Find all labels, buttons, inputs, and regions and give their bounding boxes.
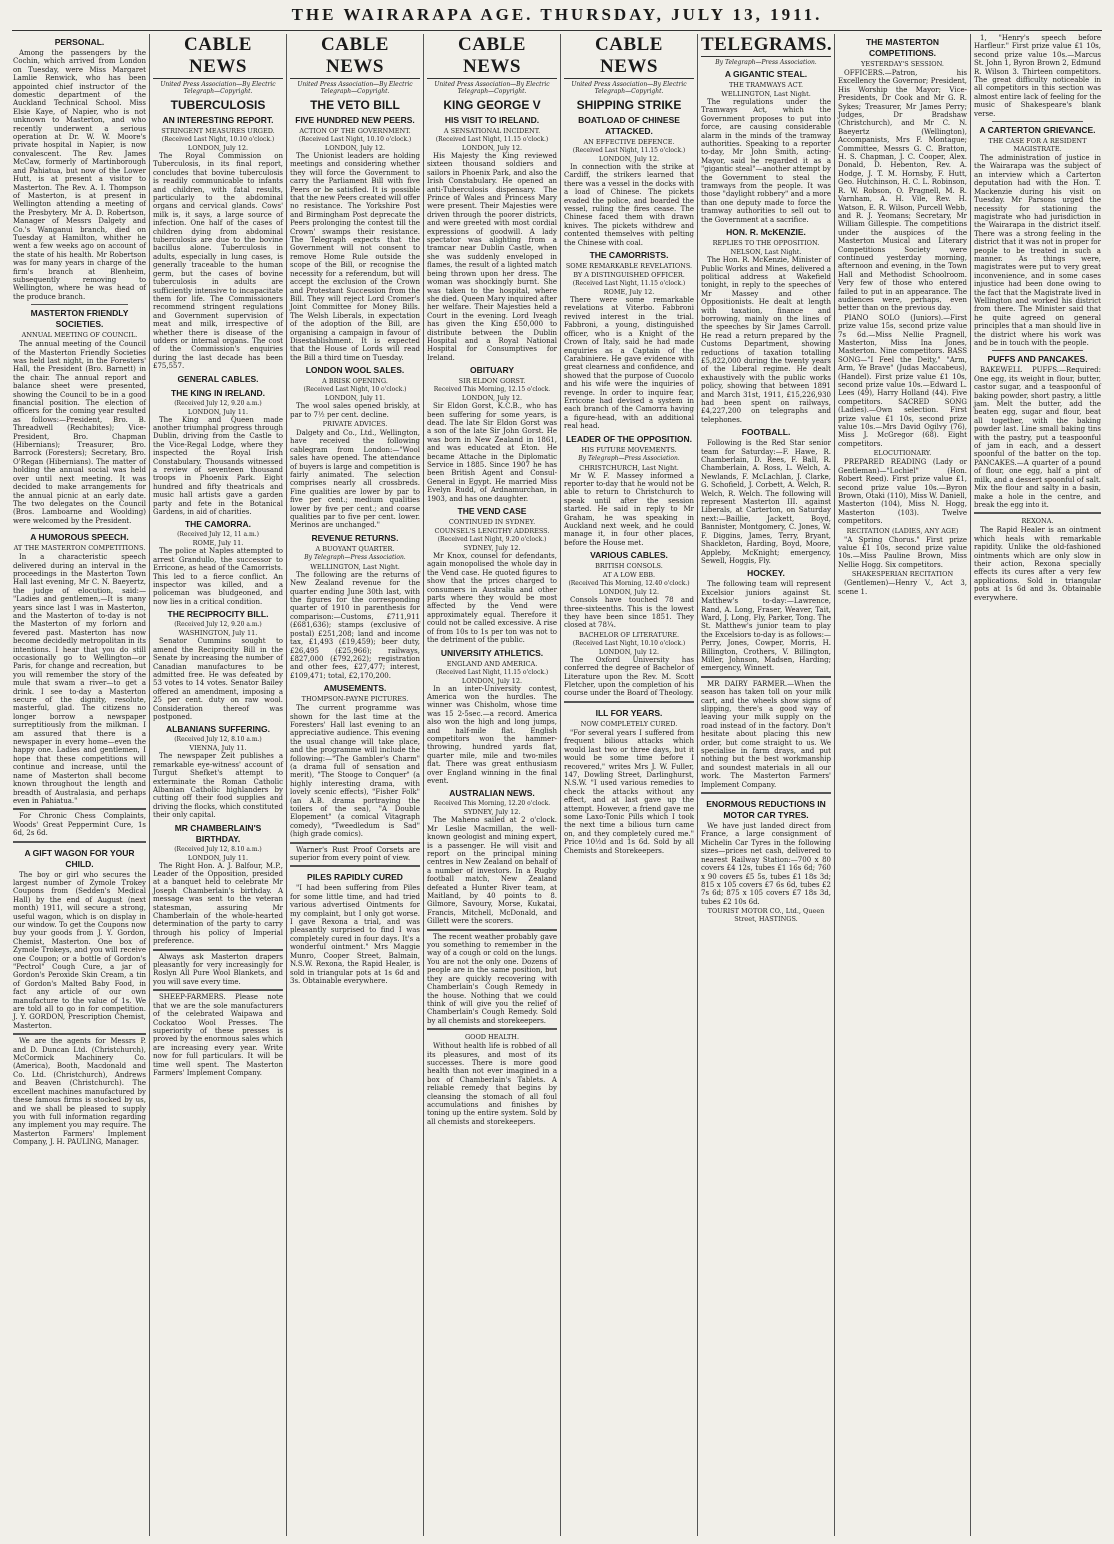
- dateline: SYDNEY, July 12.: [463, 544, 521, 553]
- cough-ad-text: The recent weather probably gave you something to remember in the way of a cough or cold on the lungs. You are not the only one. Dozens of people are in the same position, but they are quickly recovering with Chamberlain's Cough Remedy in the house. Nothing that we could think of will give you the relief of Chamberlain's Cough Remedy. Sold by all chemists and storekeepers.: [427, 932, 557, 1025]
- dateline: NELSON, Last Night.: [730, 248, 802, 257]
- ill-for-years-heading: ILL FOR YEARS.: [595, 707, 663, 718]
- good-health-text: Without health life is robbed of all its pleasures, and most of its successes. There is more good health than not ever imagined in a box of Chamberlain's Tablets. A reliable remedy that begins by cleansing the stomach of all foul accumulations and finishes by toning up the entire system. Sold by all chemists and storekeepers.: [427, 1042, 557, 1126]
- gigantic-steal-heading: A GIGANTIC STEAL.: [724, 69, 808, 79]
- mckenzie-text: The Hon. R. McKenzie, Minister of Public Works and Mines, delivered a political address at Wakefield tonight, in reply to the speeches of Mr Massey and other Oppositionists. He dealt at length with taxation, finance and borrowing, mainly on the lines of the speeches by Sir James Carroll. He read a return prepared by the Customs Department, showing reductions of taxation totalling £5,822,000 during the twenty years of the Liberal regime. He dealt exhaustively with the public works policy, showing that between 1891 and March 31st, 1911, £15,226,930 had been spent on railways, £4,227,200 on telegraphs and telephones.: [701, 256, 831, 424]
- puffs-heading: PUFFS AND PANCAKES.: [987, 354, 1088, 365]
- ill-for-years-text: "For several years I suffered from frequent bilious attacks which would last two or three days, but it would be some time before I recovered," writes Mrs J. W. Fuller, 147, Dowling Street, Darlinghurst, N.S.W. "I used various remedies to check the attacks without any effect, and at last gave up the attempt. However, a friend gave me some Laxo-Tonic Pills which I took the next time a bilious turn came on, and they completely cured me." Price 10½d and 1s 6d. Sold by all Chemists and Storekeepers.: [564, 728, 694, 855]
- camorrists-subheading: SOME REMARKABLE REVELATIONS.: [565, 262, 693, 271]
- obituary-text: Sir Eldon Gorst, K.C.B., who has been suffering for some years, is dead. The late Sir Eldon Gorst was a son of the late Sir John Gorst. He was born in New Zealand in 1861, and was educated at Eton. He became Attache in the Diplomatic Service in 1885. Since 1907 he has been British Agent and Consul-General in Egypt. He married Miss Evelyn Rudd, of Ardnamurchan, in 1903, and has one daughter.: [427, 402, 557, 503]
- bachelor-heading: BACHELOR OF LITERATURE.: [578, 630, 680, 639]
- dateline: LONDON, July 12.: [598, 647, 660, 656]
- private-advices-heading: PRIVATE ADVICES.: [322, 419, 388, 428]
- dateline: LONDON, July 11.: [324, 394, 386, 403]
- advertisement: [290, 842, 420, 863]
- australian-news-heading: AUSTRALIAN NEWS.: [449, 788, 535, 799]
- advertisement: [427, 1028, 557, 1126]
- opposition-leader-subheading: HIS FUTURE MOVEMENTS.: [581, 445, 677, 454]
- piles-heading: PILES RAPIDLY CURED: [307, 872, 403, 883]
- mckenzie-subheading: REPLIES TO THE OPPOSITION.: [712, 239, 820, 248]
- gigantic-steal-text: The regulations under the Tramways Act, which the Government proposes to put into force, are causing considerable alarm in the minds of the tramway authorities. Speaking to a reporter to-day, Mr John Smith, acting-Mayor, said he regarded it as a "gigantic steal"—another attempt by the Government to steal the tramways from the people. It was those "daylight robbery" and a more than one deputy made to force the tramway authorities to sell out to the Government at a sacrifice.: [701, 98, 831, 224]
- king-george-text: His Majesty the King reviewed sixteen thousand soldiers and sailors in Phoenix Park, and also the Irish Constabulary. He opened an anti-Tuberculosis dispensary. The Prince of Wales and Princess Mary were present. Their Majesties were driven through the poorer districts, and were greeted with most cordial expressions of goodwill. A lady spectator was alighting from a tramcar near Dublin Castle, when she was suddenly enveloped in flames, the result of a lighted match being thrown upon her dress. The woman was shockingly burnt. She was taken to the hospital, where she died. Queen Mary inquired after her welfare. Their Majesties held a Court in the evening. Lord Iveagh has given the King £50,000 to distribute between the Dublin Hospital and a Royal National Hospital for Consumptives for Ireland.: [427, 152, 557, 362]
- competitions-heading: THE MASTERTON COMPETITIONS.: [865, 37, 940, 58]
- ill-for-years-subheading: NOW COMPLETELY CURED.: [580, 719, 678, 728]
- advertisement: [974, 512, 1101, 602]
- tuberculosis-text: The Royal Commission on Tuberculosis, in its final report, concludes that bovine tuberculosis is readily communicable to infants and children, with fatal results, particularly to the abdominal organs and cervical glands. Cows' milk is, it says, a large source of infection. One half of the cases of children dying from abdominal tuberculosis are due to the bovine bacillus alone. Tuberculosis in adults, especially in lung cases, is generally traceable to the human germ, but the cases of bovine tuberculosis in adults are sufficiently intensive to incapacitate them for life. The Commissioners recommend stringent regulations and Government supervision of meat and milk, irrespective of whether there is disease of the udders or internal organs. The cost of the Commission's enquiries during the last decade has been £75,557.: [153, 152, 283, 371]
- received-line: Received This Morning, 12.20 o'clock.: [433, 800, 551, 808]
- dateline: ROME, July 11.: [192, 539, 244, 548]
- veto-bill-text: The Unionist leaders are holding meetings and considering whether they will force the Government to carry the Parliament Bill with five Peers or be satisfied. It is possible that the new Peers created will offer no resistance. The Yorkshire Post and Birmingham Post deprecate the Peers prolonging the contest till the Crown' swamps their resistance. The Telegraph expects that the Government will not consent to remove Home Rule outside the scope of the Bill, or recognise the necessity for a referendum, but will accept the exclusion of the Crown and Protestant Succession from the Bill. They will reject Lord Cromer's Joint Committee for Money Bills. The Welsh Liberals, in expectation of the adoption of the Bill, are organising a campaign in favour of Disestablishment. It is expected that the House of Lords will read the Bill a third time on Tuesday.: [290, 152, 420, 362]
- dateline: LONDON, July 12.: [461, 676, 523, 685]
- divider: [31, 528, 128, 529]
- king-george-subheading: HIS VISIT TO IRELAND.: [444, 115, 540, 125]
- good-health-heading: GOOD HEALTH.: [464, 1033, 520, 1042]
- king-ireland-heading: THE KING IN IRELAND.: [171, 387, 265, 398]
- divider: [992, 350, 1083, 351]
- amusements-subheading: THOMPSON-PAYNE PICTURES.: [301, 695, 409, 704]
- received-line: (Received Last Night, 9.20 o'clock.): [437, 536, 547, 544]
- puffs-text: BAKEWELL PUFFS.—Required: One egg, its weight in flour, butter, castor sugar, and a teaspoonful of baking powder, short pastry, a little jam. Melt the butter, add the beaten egg, sugar and flour, beat all together, with the baking powder last. Line small baking tins with the pastry, put a teaspoonful of jam in each, and a dessert spoonful of the batter on the top. PANCAKES.—A quarter of a pound of flour, one egg, half a pint of milk, and a dessert spoonful of salt. Mix the flour and salty in a basin, make a hole in the centre, and break the egg into it.: [974, 366, 1101, 509]
- advertisement: [13, 808, 146, 837]
- press-credit: By Telegraph—Press Association.: [578, 454, 680, 462]
- humorous-text: In a characteristic speech delivered during an interval in the proceedings in the Masterton Town Hall last evening, Mr C. N. Baeyertz, the judge of elocution, said:— "Ladies and gentlemen,—It is many years since last I was in Masterton, and the Masterton of to-day is not the Masterton of my forlorn and fevered past. Masterton has now become decidedly metropolitan in its intentions. I hear that you do still occasionally go to Wellington—or Paris, for change and recreation, but you will remember the story of the mule that swam a river—to get a drink. I see to-day a Masterton secure of the dignity, resolute, masterful, glad. The citizens no longer borrow a newspaper surreptitiously from the milkman. I am assured that there is a newspaper in every home—even the happy one. Ladies and gentlemen, I hope that these competitions will continue and increase, until the name of Masterton shall become known throughout the length and breadth of Australasia, and perhaps even in Pahiatua.": [13, 553, 146, 805]
- received-line: (Received July 12, 8.10 a.m.): [174, 736, 262, 744]
- carterton-text: The administration of justice in the Wairarapa was the subject of an interview which a Carterton deputation had with the Hon. T. Mackenzie during his visit on Tuesday. Mr Parsons urged the necessity for stationing the magistrate who had jurisdiction in the Wairarapa in the district itself. There was a strong feeling in the district that it was not in proper for people to be treated in such a manner. As things were, magistrates were put to very great inconvenience, and in some cases injustice had been done owing to the fact that the Magistrate lived in Wellington and worked his district from there. The Minister said that he quite agreed on general principles that a man should live in the district where his work was and be in touch with the people.: [974, 154, 1101, 347]
- shakespearian-heading: SHAKESPERIAN RECITATION: [851, 570, 954, 579]
- advertisement: [427, 929, 557, 1025]
- vend-case-subheading-2: COUNSEL'S LENGTHY ADDRESS.: [434, 527, 550, 536]
- received-line: (Received July 12, 9.20 a.m.): [174, 399, 262, 407]
- opposition-leader-text: Mr W. F. Massey informed a reporter to-day that he would not be able to return to Christchurch to speak until after the session started. He said in reply to Mr Graham, he was speaking in Auckland next week, and he could manage it, in four other places, before the House met.: [564, 471, 694, 547]
- advertisement: [564, 701, 694, 855]
- dateline: SYDNEY, July 12.: [463, 808, 521, 817]
- press-credit: By Telegraph—Press Association.: [304, 553, 406, 561]
- personal-text: Among the passengers by the Cochin, which arrived from London on Tuesday, were Miss Margaret Lamlie Renwick, who has been appointed chief instructor of the domestic department of the Auckland Technical School. Miss Elsie Kaye, of Napier, who is not unknown to Masterton, and who recently underwent a serious operation at Dr. W. W. Moore's private hospital in Napier, is now convalescent. The Rev. James McCaw, formerly of Martinborough and Pahiatua, but now of the Lower Hutt, is at present a visitor to Masterton. The Rev. A. I. Thompson of Masterton, is at present in Wellington attending a meeting of the Presbytery. Mr A. D. Robertson, Manager of Messrs Dalgety and Co.'s Wanganui branch, died on Tuesday at Hamilton, whither he went a few weeks ago on account of the state of his health. Mr Robertson was for many years in charge of the firm's branch at Blenheim, subsequently removing to Wellington, where he was head of the produce branch.: [13, 49, 146, 301]
- veto-bill-subheading: FIVE HUNDRED NEW PEERS.: [295, 115, 415, 125]
- camorrists-text: There were some remarkable revelations at Viterbo. Fabbroni revived interest in the trial. Fabbroni, a young, distinguished officer, who is a Knight of the Crown of Italy, said he had made enquiries as a Captain of the Carabiniere. He gave evidence with great clearness and confidence, and showed that the purpose of Cuocolo and his wife were the inquiries of revenge. In order to inquire fear, Erricone had devised a system in each branch of the Camorra having a figure-head, with an additional real head.: [564, 296, 694, 431]
- dateline: LONDON, July 12.: [461, 144, 523, 152]
- tuberculosis-heading: TUBERCULOSIS: [170, 98, 266, 112]
- divider: [31, 304, 128, 305]
- dateline: LONDON, July 11.: [187, 853, 249, 862]
- king-ireland-text: The King and Queen made another triumphal progress through Dublin, driving from the Castle to the Vice-Regal Lodge, where they inspected the Royal Irish Constabulary. Thousands witnessed a review of seventeen thousand troops in Phoenix Park. Eight hundred and fifty theatricals and music hall artists gave a garden party and fete in the Botanical Gardens, in aid of charities.: [153, 415, 283, 517]
- obituary-subheading: SIR ELDON GORST.: [458, 377, 526, 386]
- friendly-heading: MASTERTON FRIENDLY SOCIETIES.: [30, 308, 129, 330]
- masthead-rule: [12, 30, 1102, 31]
- friendly-subheading: ANNUAL MEETING OF COUNCIL.: [21, 331, 138, 340]
- chamberlain-text: The Right Hon. A. J. Balfour, M.P., Leader of the Opposition, presided at a banquet held to celebrate Mr Joseph Chamberlain's birthday. A message was sent to the veteran statesman, assuring Mr Chamberlain of the whole-hearted determination of the party to carry through his policy of Imperial preference.: [153, 861, 283, 946]
- shakespearian-text: (Gentlemen)—Henry V., Act 3, scene 1.: [838, 579, 967, 596]
- shipping-strike-subheading-2: AN EFFECTIVE DEFENCE.: [583, 138, 675, 146]
- football-text: Following is the Red Star senior team for Saturday:—F. Hawe, R. Chamberlain, D. Rees, F. Ball, R. Chamberlain, A. Ross, L. Welch, A. Newlands, F. McLachlan, J. Clarke, G. Schofield, J. Corbett, A. Welch, R. Welch, R. Welch. The following will represent Masterton III. against Liberals, at Carterton, on Saturday next:—Baillie, Jackett, Boyd, Bannister, Montgomery, C. Jones, W. F. Diggins, James, Terry, Bryant, Shackleton, Harding, Boyd, Moore, Appleby, McKnight; emergency, Sewell, Hoggis, Fly.: [701, 439, 831, 565]
- veto-bill-subheading-2: ACTION OF THE GOVERNMENT.: [299, 127, 411, 135]
- cable-news-credit: United Press Association—By Electric Telegraph—Copyright.: [160, 81, 276, 95]
- telegrams-credit: By Telegraph—Press Association.: [715, 59, 817, 66]
- sheep-farmers-ad-text: SHEEP-FARMERS. Please note that we are the sole manufacturers of the celebrated Waipawa and Cockatoo Wool Presses. The superiority of these presses is proved by the enormous sales which are increasing every year. Write now for full particulars. It will be time well spent. The Masterton Farmers' Implement Company.: [153, 993, 283, 1077]
- wool-sales-subheading: A BRISK OPENING.: [322, 377, 388, 386]
- received-line: Received This Morning, 12.15 o'clock.: [433, 386, 551, 394]
- hockey-heading: HOCKEY.: [747, 568, 785, 579]
- cable-news-credit: United Press Association—By Electric Telegraph—Copyright.: [434, 81, 550, 95]
- general-cables-heading: GENERAL CABLES.: [177, 373, 259, 384]
- received-line: (Received This Morning, 12.40 o'clock.): [568, 580, 690, 588]
- masthead: THE WAIRARAPA AGE. THURSDAY, JULY 13, 1911.: [291, 5, 823, 24]
- shipping-strike-text: In connection with the strike at Cardiff, the strikers learned that there was a vessel in the docks with a load of Chinese. The pickets evaded the police, and boarded the vessel, ruling the fires cease. The Chinese faced them with drawn knives. The pickets withdrew and contented themselves with pelting the Chinese with coal.: [564, 163, 694, 247]
- consols-subheading-2: AT A LOW EBB.: [602, 571, 656, 580]
- football-heading: FOOTBALL.: [741, 427, 791, 438]
- gigantic-steal-subheading: THE TRAMWAYS ACT.: [728, 81, 804, 89]
- column-8: [971, 34, 1104, 1536]
- elocutionary-heading: ELOCUTIONARY.: [873, 449, 932, 458]
- competitions-subheading: YESTERDAY'S SESSION.: [861, 60, 944, 68]
- received-line: (Received Last Night, 11.15 o'clock.): [435, 668, 549, 676]
- gift-wagon-heading: A GIFT WAGON FOR YOUR CHILD.: [24, 847, 135, 869]
- dateline: WELLINGTON, Last Night.: [721, 90, 811, 98]
- revenue-subheading: A BUOYANT QUARTER.: [315, 544, 395, 553]
- tuberculosis-subheading: AN INTERESTING REPORT.: [162, 115, 274, 125]
- amusements-text: The current programme was shown for the last time at the Foresters' Hall last evening to an appreciative audience. This evening the usual change will take place, and the programme will include the following:—"The Gambler's Charm" (a drama full of sensation and merit), "The Stooge to Conquer" (a highly interesting drama, with lovely scenic effects), "Fisher Folk" (an A.B. drama portraying the toilers of the sea), "A Double Elopement" (a comical Vitagraph comedy), "Tweedledum is Sad" (high grade comics).: [290, 704, 420, 839]
- vend-case-heading: THE VEND CASE: [457, 506, 527, 517]
- athletics-subheading: ENGLAND AND AMERICA.: [446, 659, 538, 668]
- received-line: (Received Last Night, 10 o'clock.): [303, 386, 407, 394]
- bachelor-text: The Oxford University has conferred the degree of Bachelor of Literature upon the Rev. M. Scott Fletcher, upon the completion of his course under the Board of Theology.: [564, 655, 694, 698]
- received-line: (Received July 12, 9.20 a.m.): [174, 621, 262, 629]
- dateline: LONDON, July 12.: [598, 155, 660, 163]
- king-george-heading: KING GEORGE V: [443, 98, 541, 112]
- humorous-subheading: AT THE MASTERTON COMPETITIONS.: [13, 544, 146, 553]
- athletics-heading: UNIVERSITY ATHLETICS.: [440, 647, 544, 658]
- camorra-text: The police at Naples attempted to arrest Grandullo, the successor to Erricone, as head of the Camorrists. This led to a fierce conflict. An inspector was killed, and a policeman was bludgeoned, and now lies in a critical condition.: [153, 547, 283, 606]
- advertisement: [701, 792, 831, 923]
- column-4: [424, 34, 561, 1536]
- piles-text: "I had been suffering from Piles for some little time, and had tried various advertised Ointments for my complaint, but I only got worse. I gave Rexona a trial, and was pleasantly surprised to find I was completely cured in four days. It's a wonderful ointment." Mrs Maggie Munro, Cooper Street, Balmain, N.S.W. Rexona, the Rapid Healer, is sold in triangular pots at 1s 6d and 3s. Obtainable everywhere.: [290, 884, 420, 985]
- private-advices-text: Dalgety and Co., Ltd., Wellington, have received the following cablegram from London:—"Wool sales have opened. The attendance of buyers is large and competition is fairly animated. The selection comprises nearly all crossbreds. Fine qualities are lower by par to five per cent.; medium qualities lower by five per cent.; and coarse qualities par to five per cent. lower. Merinos are unchanged.": [290, 428, 420, 530]
- camorra-heading: THE CAMORRA.: [184, 519, 252, 530]
- competitions-text: OFFICERS.—Patron, his Excellency the Governor; President, His Worship the Mayor; Vice-Presidents, Dr Cook and Mr G. R. Sykes; Treasurer, Mr James Perry; Judges, Dr Bradshaw (Christchurch), and Mr C. N. Baeyertz (Wellington), Accompanists, Mrs F. Montague; Committee, Messrs G. C. Bratton, H. S. Chapman, J. C. Cooper, Alex. Donald, D. Hebenton, Rev. A. Hodge, J. T. M. Hornsby, F. Hutt, Geo. Hutchinson, H. C. L. Robinson, R. W. Robson, O. Pragnell, M. R. Varnham, A. H. Vile, Rev. H. Watson, E. R. Wilson, Purcell Webb, and R. J. Yeomans; Secretary, Mr William Gillespie. The competitions under the auspices of the Masterton Musical and Literary Competitions Society were continued yesterday morning, afternoon and evening, in the Town Hall and Methodist Schoolroom. Very few of those who entered failed to put in an appearance. The audiences were, perhaps, even better than on the previous day.: [838, 69, 967, 313]
- received-line: (Received Last Night, 11.15 o'clock.): [572, 147, 686, 154]
- mckenzie-heading: HON. R. McKENZIE.: [726, 227, 806, 238]
- rexona-heading: REXONA.: [1021, 517, 1054, 526]
- carterton-subheading: THE CASE FOR A RESIDENT MAGISTRATE.: [988, 137, 1087, 154]
- veto-bill-heading: THE VETO BILL: [310, 98, 400, 112]
- chess-ad-text: For Chronic Chess Complaints, Woods' Great Peppermint Cure, 1s 6d, 2s 6d.: [13, 812, 146, 838]
- various-cables-heading: VARIOUS CABLES.: [590, 550, 668, 561]
- king-george-subheading-2: A SENSATIONAL INCIDENT.: [443, 127, 541, 135]
- column-7: [835, 34, 971, 1536]
- hockey-text: The following team will represent Excelsior juniors against St. Matthew's to-day:—Lawrence, Rand, A. Long, Fraser, Weaver, Tait, Ward, J. Long, Fly, Parker, Tong. The St. Matthew's junior team to play the Excelsiors to-day is as follows:—Perry, Jones, Cowper, Morris, H. Billington, Crothers, V. Billington, Miller, Johnson, Madsen, Harding; emergency, Winnett.: [701, 580, 831, 673]
- rexona-text: The Rapid Healer is an ointment which heals with remarkable rapidity. Unlike the old-fashioned ointments which are only slow in their action, Rexona specially effects its cures after a very few applications. Sold in triangular pots at 1s 6d and 3s. Obtainable everywhere.: [974, 526, 1101, 602]
- dateline: ROME, July 12.: [603, 288, 655, 297]
- consols-text: Consols have touched 78 and three-sixteenths. This is the lowest they have been since 1851. They closed at 78¼.: [564, 596, 694, 630]
- piano-solo-text: PIANO SOLO (Juniors).—First prize value 15s, second prize value 7s 6d.—Miss Nellie Pragnell, Masterton, Miss Ina Jones, Masterton. Nine competitors. BASS SONG—"I Feel the Deity," "Arm, Arm, Ye Brave" (Judas Maccabeus), (Handel). First prize value £1 10s, second prize value 10s.—Edward L. Lees (49), Harry Holland (44). Five competitors. SACRED SONG (Ladies).—Own selection. First prize value £1 10s, second prize value 10s.—Mrs David Ogilvy (76), Miss J. McGregor (68). Eight competitors.: [838, 313, 967, 448]
- column-1: [10, 34, 150, 1536]
- tourist-motor-signature: TOURIST MOTOR CO., Ltd., Queen Street, HASTINGS.: [707, 907, 825, 924]
- received-line: (Received Last Night, 10.10 o'clock.): [298, 136, 412, 143]
- shipping-strike-heading: SHIPPING STRIKE: [576, 98, 682, 112]
- gift-wagon-text: The boy or girl who secures the largest number of Zymole Trokey Coupons from (Sedden's Medical Hall) by the end of August (next month) 1911, will secure a strong, useful wagon, which is on display in our window. To get the Coupons now buy your goods from J. Y. Gordon, Chemist, Masterton. One box of Zymole Trokeys, and you will receive one Coupon; or a bottle of Gordon's "Pectrol" Cough Cure, a jar of Gordon's Peroxide Skin Cream, a tin of Gordon's Malted Baby Food, in fact any article of our own manufacture to the value of 1s. We are told all to go in for competition. J. Y. GORDON, Prescription Chemist, Masterton.: [13, 870, 146, 1030]
- cable-news-heading: CABLE NEWS: [564, 34, 694, 79]
- vend-case-text: Mr Knox, counsel for defendants, again monopolised the whole day in the Vend case. He quoted figures to show that the prices charged to consumers in Australia and other parts where they would be most affected by the Vend were approximately equal. Therefore it could not be called excessive. A rise of from 10s to 1s per ton was not to the detriment of the public.: [427, 552, 557, 645]
- humorous-heading: A HUMOROUS SPEECH.: [30, 532, 129, 543]
- cable-news-credit: United Press Association—By Electric Telegraph—Copyright.: [571, 81, 687, 95]
- obituary-heading: OBITUARY: [469, 365, 515, 376]
- albanians-text: The newspaper Zeit publishes a remarkable eye-witness' account of Turgut Shefket's attempt to exterminate the Roman Catholic Albanian Catholic highlanders by cutting off their food supplies and driving the flocks, which constituted their only capital.: [153, 752, 283, 820]
- received-line: (Received Last Night, 10.10 o'clock.): [161, 136, 275, 143]
- columns: [10, 34, 1104, 1536]
- column-5: [561, 34, 698, 1536]
- revenue-heading: REVENUE RETURNS.: [311, 532, 399, 543]
- cable-news-heading: CABLE NEWS: [290, 34, 420, 79]
- dateline: WELLINGTON, Last Night.: [310, 562, 400, 571]
- advertisement: [153, 989, 283, 1077]
- albanians-heading: ALBANIANS SUFFERING.: [166, 724, 270, 735]
- shipping-strike-subheading: BOATLOAD OF CHINESE ATTACKED.: [578, 115, 680, 136]
- column-6: [698, 34, 835, 1536]
- recitation-text: "A Spring Chorus." First prize value £1 10s, second prize value 10s.—Miss Pauline Brown, Miss Nellie Hogg. Six competitors.: [838, 535, 967, 569]
- dateline: LONDON, July 11.: [187, 407, 249, 416]
- wool-sales-text: The wool sales opened briskly, at par to 7½ per cent. decline.: [290, 402, 420, 419]
- opposition-leader-heading: LEADER OF THE OPPOSITION.: [565, 433, 693, 444]
- consols-subheading: BRITISH CONSOLS.: [595, 562, 663, 571]
- amusements-heading: AMUSEMENTS.: [323, 683, 387, 694]
- dateline: LONDON, July 12.: [598, 588, 660, 597]
- chamberlain-heading: MR CHAMBERLAIN'S BIRTHDAY.: [174, 822, 262, 844]
- tuberculosis-subheading-2: STRINGENT MEASURES URGED.: [161, 127, 275, 135]
- australian-news-text: The Maheno sailed at 2 o'clock. Mr Leslie Macmillan, the well-known geologist and mining expert, is a passenger. He will visit and report on the principal mining centres in New Zealand on behalf of a number of investors. In a Rugby football match, New Zealand defeated a Hunter River team, at Maitland, by 40 points to 8. Gilmore, Savoury, Morse, Kukatai, Francis, Mitchell, McDonald, and Gillett were the scorers.: [427, 816, 557, 926]
- advertisement: [701, 676, 831, 789]
- dateline: LONDON, July 12.: [461, 394, 523, 403]
- dateline: LONDON, July 12.: [187, 144, 249, 152]
- wool-sales-heading: LONDON WOOL SALES.: [305, 365, 405, 376]
- dairy-farmer-ad-text: MR DAIRY FARMER.—When the season has taken toll on your milk cart, and the wheels show signs of slipping, there's a good way of leaving your milk supply on the road instead of in the factory. Don't hesitate about placing this new order, but come straight to us. We specialise in farm drays, and put nothing but the best workmanship and soundest materials in all our work. The Masterton Farmers' Implement Company.: [701, 679, 831, 789]
- elocutionary-text: PREPARED READING (Lady or Gentleman)—"Lochiel" (Hon. Robert Reed). First prize value £1, second prize value 10s.—Byron Brown, Otaki (110), Miss W. Daniell, Masterton (104), Miss N. Hogg, Masterton (103). Twelve competitors.: [838, 458, 967, 526]
- motor-tyres-text: We have just landed direct from France, a large consignment of Michelin Car Tyres in the following sizes—prices net cash, delivered to nearest Railway Station:—700 x 80 covers £4 12s, tubes £1 16s 6d; 760 x 90 covers £5 5s, tubes £1 18s 3d; 815 x 105 covers £7 6s 6d, tubes £2 7s 6d; 875 x 105 covers £7 18s 3d, tubes £2 10s 6d.: [701, 822, 831, 906]
- agents-ad-text: We are the agents for Messrs P. and D. Duncan Ltd. (Christchurch), McCormick Machinery Co. (America), Booth, Macdonald and Co. Ltd. (Christchurch), Andrews and Beaven (Christchurch). The excellent machines manufactured by these famous firms is stocked by us, and we shall be pleased to supply you with full information regarding any implement you may require. The Masterton Farmers' Implement Company, J. H. PAULING, Manager.: [13, 1037, 146, 1147]
- cable-news-credit: United Press Association—By Electric Telegraph—Copyright.: [297, 81, 413, 95]
- received-line: (Received Last Night, 10.10 o'clock.): [572, 639, 686, 647]
- received-line: (Received Last Night, 11.15 o'clock.): [435, 136, 549, 143]
- athletics-text: In an inter-University contest, America won the hurdles. The winner was Chisholm, whose time was 15 2-5sec.—a record. America also won the high and long jumps, and half-mile flat. English competitors won the hammer-throwing, hundred yards flat, quarter mile, mile and two-miles flat. There was great enthusiasm over England winning in the final event.: [427, 684, 557, 785]
- dateline: VIENNA, July 11.: [189, 744, 247, 753]
- received-line: (Received July 12, 8.10 a.m.): [174, 845, 262, 853]
- cable-news-heading: CABLE NEWS: [427, 34, 557, 79]
- recitation-heading: RECITATION (LADIES, ANY AGE): [846, 526, 959, 535]
- drapers-ad-text: Always ask Masterton drapers pleasantly for very increasingly for Roslyn All Pure Wool Blankets, and you will save every time.: [153, 952, 283, 986]
- advertisement: [13, 1033, 146, 1146]
- telegrams-heading: TELEGRAMS.: [701, 34, 833, 55]
- received-line: (Received July 12, 11 a.m.): [177, 531, 259, 539]
- dateline: LONDON, July 12.: [324, 144, 386, 152]
- advertisement: [153, 949, 283, 987]
- reciprocity-text: Senator Cummins sought to amend the Reciprocity Bill in the Senate by increasing the number of Canadian manufactures to be admitted free. He was defeated by 53 votes to 14 votes. Senator Bailey offered an amendment, imposing a 25 per cent. duty on raw wool. Consideration thereof was postponed.: [153, 637, 283, 721]
- competitions-continued-text: 1, "Henry's speech before Harfleur." First prize value £1 10s, second prize value 10s.—Marcus St. John 1, Byron Brown 2, Edmund R. Wilson 3. Thirteen competitors. The great difficulty noticeable in all competitors in this section was almost entire lack of feeling for the music of Shakespeare's blank verse.: [974, 34, 1101, 118]
- camorrists-subheading-2: BY A DISTINGUISHED OFFICER.: [573, 271, 685, 280]
- reciprocity-heading: THE RECIPROCITY BILL.: [167, 609, 269, 620]
- camorrists-heading: THE CAMORRISTS.: [589, 250, 669, 261]
- revenue-text: The following are the returns of New Zealand revenue for the quarter ending June 30th last, with the figures for the corresponding quarter of 1910 in parenthesis for comparison:—Customs, £711,911 (£681,636); stamps (exclusive of postal) £251,208; land and income tax, £1,493 (£19,459); beer duty, £26,495 (£25,966); railways, £827,000 (£792,262); registration and other fees, £27,477; interest, £109,471; total, £2,170,200.: [290, 570, 420, 680]
- advertisement: [290, 865, 420, 985]
- warner-ad-text: Warner's Rust Proof Corsets are superior from every point of view.: [290, 845, 420, 863]
- dateline: WASHINGTON, July 11.: [178, 629, 258, 638]
- friendly-text: The annual meeting of the Council of the Masterton Friendly Societies was held last night, in the Foresters' Hall, the President (Bro. Barnett) in the chair. The annual report and balance sheet were presented, showing the Council to be in a good financial position. The election of officers for the coming year resulted as follows:—President, Bro. B. Threadwell (Rechabites); Vice-President, Bro. Chapman (Hibernians); Treasurer, Bro. Barrock (Foresters); Secretary, Bro. O'Regan (Hibernians). The matter of holding the annual social was held over until next meeting. It was decided to make arrangements for the annual picnic at an early date. The two delegates on the Council (Bros. Lamboarne and Woolding) were welcomed by the President.: [13, 340, 146, 525]
- motor-tyres-heading: ENORMOUS REDUCTIONS IN MOTOR CAR TYRES.: [706, 799, 826, 821]
- received-line: (Received Last Night, 11.15 o'clock.): [572, 280, 686, 288]
- column-2: [150, 34, 287, 1536]
- dateline: CHRISTCHURCH, Last Night.: [579, 463, 679, 472]
- cable-news-heading: CABLE NEWS: [153, 34, 283, 79]
- column-3: [287, 34, 424, 1536]
- divider: [992, 121, 1083, 122]
- vend-case-subheading: CONTINUED IN SYDNEY.: [448, 518, 536, 527]
- advertisement: [13, 841, 146, 1031]
- personal-heading: PERSONAL.: [54, 37, 105, 47]
- carterton-heading: A CARTERTON GRIEVANCE.: [979, 125, 1096, 136]
